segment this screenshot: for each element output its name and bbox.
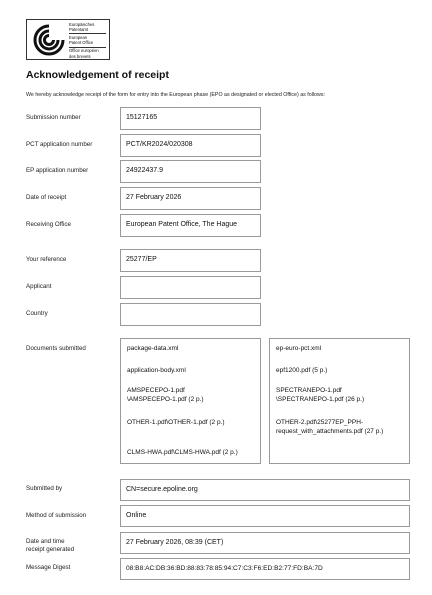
document-item: package-data.xml <box>127 345 179 352</box>
date-of-receipt-label: Date of receipt <box>26 194 67 201</box>
document-item: epf1200.pdf (5 p.) <box>276 367 328 374</box>
date-of-receipt-value: 27 February 2026 <box>120 187 261 210</box>
method-of-submission-value: Online <box>120 505 410 527</box>
pct-application-number-value: PCT/KR2024/020308 <box>120 134 261 157</box>
document-item: application-body.xml <box>127 367 186 374</box>
applicant-value <box>120 276 261 299</box>
pct-application-number-label: PCT application number <box>26 141 93 148</box>
page-title: Acknowledgement of receipt <box>26 69 169 81</box>
submission-number-value: 15127165 <box>120 107 261 130</box>
document-item: OTHER-1.pdf\OTHER-1.pdf (2 p.) <box>127 419 225 426</box>
document-item: ep-euro-pct.xml <box>276 345 322 352</box>
message-digest-label: Message Digest <box>26 564 71 571</box>
your-reference-value: 25277/EP <box>120 249 261 272</box>
date-time-generated-label: Date and time receipt generated <box>26 538 75 553</box>
document-item: SPECTRANEPO-1.pdf \SPECTRANEPO-1.pdf (26 p.) <box>276 387 365 403</box>
date-time-generated-value: 27 February 2026, 08:39 (CET) <box>120 532 410 554</box>
document-item: AMSPECEPO-1.pdf \AMSPECEPO-1.pdf (2 p.) <box>127 387 204 403</box>
submission-number-label: Submission number <box>26 114 81 121</box>
country-value <box>120 303 261 326</box>
ep-application-number-value: 24922437.9 <box>120 160 261 183</box>
applicant-label: Applicant <box>26 283 52 290</box>
document-item: CLMS-HWA.pdf\CLMS-HWA.pdf (2 p.) <box>127 449 238 456</box>
document-item: OTHER-2.pdf\25277EP_PPH- request_with_attachments.pdf (27 p.) <box>276 419 384 435</box>
country-label: Country <box>26 310 48 317</box>
submitted-by-label: Submitted by <box>26 485 63 492</box>
message-digest-value: 08:B8:AC:DB:36:BD:88:83:78:85:94:C7:C3:F6:ED:B2:77:FD:BA:7D <box>120 558 410 580</box>
epo-logo <box>26 19 110 60</box>
documents-right-column <box>269 338 410 464</box>
logo-wordmark: Europäisches Patentamt European Patent Office Office européen des brevets <box>69 22 109 59</box>
documents-left-column <box>120 338 261 464</box>
method-of-submission-label: Method of submission <box>26 512 87 519</box>
documents-submitted-label: Documents submitted <box>26 345 86 352</box>
receiving-office-value: European Patent Office, The Hague <box>120 214 261 237</box>
your-reference-label: Your reference <box>26 256 67 263</box>
intro-text: We hereby acknowledge receipt of the form for entry into the European phase (EPO as designated or elected Office) as follows: <box>26 92 325 98</box>
ep-application-number-label: EP application number <box>26 167 89 174</box>
submitted-by-value: CN=secure.epoline.org <box>120 479 410 501</box>
epo-swirl-icon <box>30 23 68 57</box>
receiving-office-label: Receiving Office <box>26 221 71 228</box>
